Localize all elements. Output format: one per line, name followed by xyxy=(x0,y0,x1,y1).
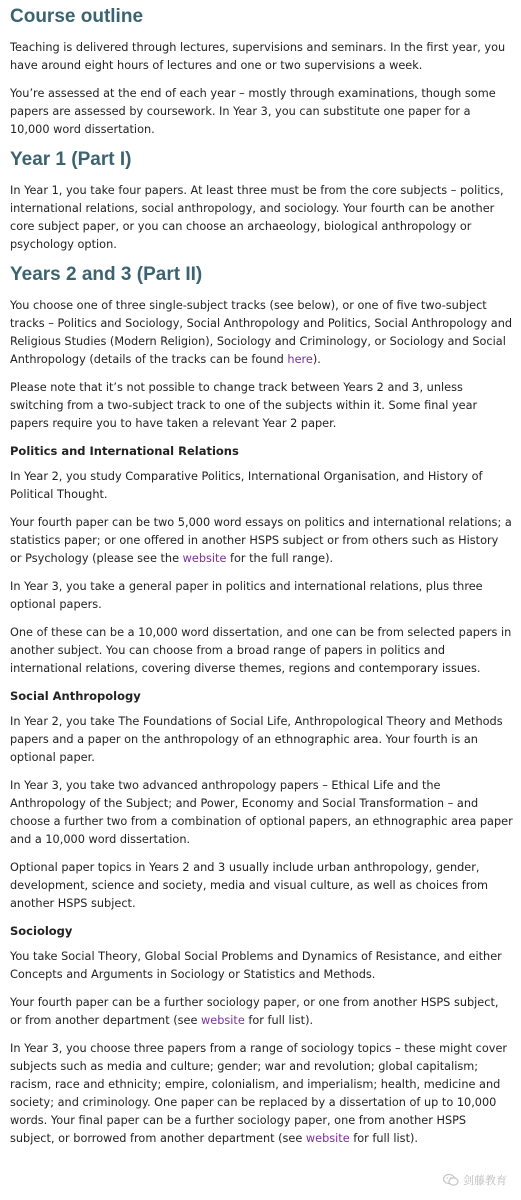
pir-p2-end: for the full range). xyxy=(226,552,334,565)
pir-heading: Politics and International Relations xyxy=(10,444,239,458)
years23-p1-end: ). xyxy=(312,353,321,366)
wechat-icon xyxy=(443,1173,459,1187)
sa-heading: Social Anthropology xyxy=(10,689,141,703)
pir-website-link[interactable]: website xyxy=(182,552,227,565)
soc-website-link-2[interactable]: website xyxy=(305,1132,350,1145)
years23-p1-text: You choose one of three single-subject tracks (see below), or one of five two-subject tracks – Politics and Sociology, Social Anthropology and Politics, Social Anthropology and Religious Studies (Modern Religion), Sociology and Criminology, or Sociology and Social Anthropology (details of the tracks can be found xyxy=(10,299,513,366)
pir-paragraph-1: In Year 2, you study Comparative Politics, International Organisation, and History of Political Thought. xyxy=(10,470,483,501)
intro-paragraph-2: You’re assessed at the end of each year – mostly through examinations, though some papers are assessed by coursework. In Year 3, you can substitute one paper for a 10,000 word dissertation. xyxy=(10,87,496,136)
sa-paragraph-2: In Year 3, you take two advanced anthropology papers – Ethical Life and the Anthropology of the Subject; and Power, Economy and Social Transformation – and choose a further two from a combination of optional papers, an ethnographic area paper and a 10,000 word dissertation. xyxy=(10,779,513,846)
soc-p3-text: In Year 3, you choose three papers from a range of sociology topics – these might cover subjects such as media and culture; gender; war and revolution; global capitalism; racism, race and ethnicity; empire, colonialism, and imperialism; health, medicine and society; and criminology. One paper can be replaced by a dissertation of up to 10,000 words. Your final paper can be a further sociology paper, one from another HSPS subject, or borrowed from another department (see xyxy=(10,1042,508,1145)
years23-paragraph-2: Please note that it’s not possible to change track between Years 2 and 3, unless switching from a two-subject track to one of the subjects within it. Some final year papers require you to have taken a relevant Year 2 paper. xyxy=(10,381,478,430)
soc-website-link-1[interactable]: website xyxy=(201,1014,245,1027)
soc-p3-end: for full list). xyxy=(349,1132,418,1145)
soc-p2-end: for full list). xyxy=(244,1014,314,1027)
years23-paragraph-1 xyxy=(10,297,513,369)
soc-paragraph-3 xyxy=(10,1040,513,1148)
pir-paragraph-4: One of these can be a 10,000 word dissertation, and one can be from selected papers in another subject. You can choose from a broad range of papers in politics and international relations, covering diverse themes, regions and contemporary issues. xyxy=(10,626,512,675)
watermark xyxy=(443,1172,507,1188)
watermark-text: 剑藤教育 xyxy=(463,1174,507,1187)
sa-paragraph-3: Optional paper topics in Years 2 and 3 usually include urban anthropology, gender, development, science and society, media and visual culture, as well as choices from another HSPS subject. xyxy=(10,861,489,910)
year1-heading: Year 1 (Part I) xyxy=(10,149,132,170)
soc-heading: Sociology xyxy=(10,924,73,938)
soc-paragraph-2 xyxy=(10,994,513,1030)
soc-p2-text: Your fourth paper can be a further sociology paper, or one from another HSPS subject, or from another department (see xyxy=(10,996,499,1027)
intro-paragraph-1: Teaching is delivered through lectures, supervisions and seminars. In the first year, you have around eight hours of lectures and one or two supervisions a week. xyxy=(10,41,506,72)
pir-paragraph-2 xyxy=(10,514,513,568)
year1-paragraph: In Year 1, you take four papers. At least three must be from the core subjects – politics, international relations, social anthropology, and sociology. Your fourth can be another core subject paper, or you can choose an archaeology, biological anthropology or psychology option. xyxy=(10,184,504,251)
years23-heading: Years 2 and 3 (Part II) xyxy=(10,264,203,285)
pir-p2-text: Your fourth paper can be two 5,000 word essays on politics and international relations; a statistics paper; or one offered in another HSPS subject or from others such as History or Psychology (please see the xyxy=(10,516,512,565)
soc-paragraph-1: You take Social Theory, Global Social Problems and Dynamics of Resistance, and either Concepts and Arguments in Sociology or Statistics and Methods. xyxy=(10,950,502,981)
sa-paragraph-1: In Year 2, you take The Foundations of Social Life, Anthropological Theory and Methods papers and a paper on the anthropology of an ethnographic area. Your fourth is an optional paper. xyxy=(10,715,503,764)
course-outline-heading: Course outline xyxy=(10,6,144,27)
tracks-details-link[interactable]: here xyxy=(287,353,313,366)
pir-paragraph-3: In Year 3, you take a general paper in politics and international relations, plus three optional papers. xyxy=(10,580,483,611)
